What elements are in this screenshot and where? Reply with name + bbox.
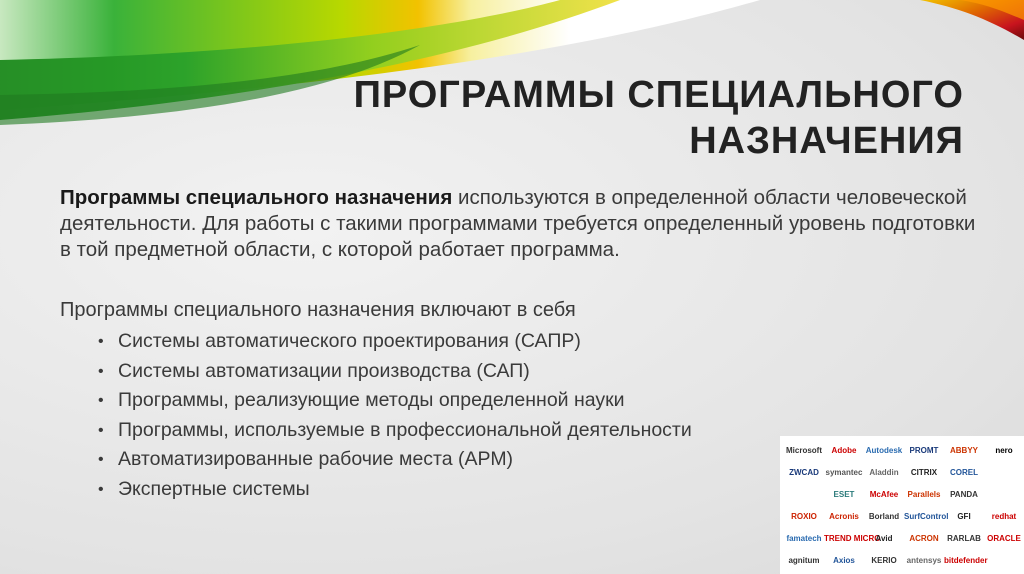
bullet-item: • Системы автоматизации производства (САП) (98, 357, 692, 387)
slide-title (264, 72, 964, 164)
brand-logo: COREL (950, 468, 978, 477)
brand-logo: ABBYY (949, 446, 978, 455)
paragraph-1-text: используются в определенной области человеческой деятельности. Для работы с такими программами требуется определенный уровень подготовки в той предметной области, с которой работает программа. (60, 186, 976, 261)
brand-logo: CITRIX (910, 468, 938, 477)
brand-logo: Borland (868, 512, 900, 521)
brand-logo: famatech (786, 534, 822, 543)
brand-logo: McAfee (869, 490, 899, 499)
brand-logo: Axios (833, 556, 855, 565)
brand-logo: RARLAB (947, 534, 981, 543)
brand-logo: ZWCAD (789, 468, 819, 477)
brand-logo: Avid (875, 534, 893, 543)
software-logos-image (780, 436, 1024, 574)
bullet-item: • Программы, используемые в профессиональной деятельности (98, 416, 692, 446)
brand-logo: GFI (957, 512, 971, 521)
brand-logo (984, 462, 1024, 484)
brand-logo: Parallels (907, 490, 941, 499)
brand-logo: Autodesk (865, 446, 903, 455)
bullet-list (98, 327, 692, 504)
title-line-2: НАЗНАЧЕНИЯ (689, 120, 964, 162)
paragraph-2: Программы специального назначения включают в себя (60, 299, 576, 321)
brand-logo: Microsoft (786, 446, 822, 455)
brand-logo: ACRON (909, 534, 939, 543)
brand-logo: ORACLE (987, 534, 1021, 543)
brand-logo: SurfControl (904, 512, 949, 521)
paragraph-1 (60, 185, 980, 263)
brand-logo: KERIO (871, 556, 897, 565)
brand-logo: bitdefender (944, 556, 988, 565)
brand-logo: antensys (906, 556, 942, 565)
brand-logo (984, 550, 1024, 572)
brand-logo: symantec (825, 468, 863, 477)
brand-logo: ROXIO (791, 512, 817, 521)
brand-logo: Acronis (829, 512, 859, 521)
logo-grid (784, 440, 1024, 572)
bullet-item: • Системы автоматического проектирования (САПР) (98, 327, 692, 357)
brand-logo (784, 484, 824, 506)
brand-logo: ESET (833, 490, 855, 499)
brand-logo: PANDA (950, 490, 978, 499)
paragraph-1-bold: Программы специального назначения (60, 186, 453, 209)
brand-logo: nero (995, 446, 1013, 455)
brand-logo: redhat (991, 512, 1017, 521)
title-line-1: ПРОГРАММЫ СПЕЦИАЛЬНОГО (353, 74, 964, 116)
brand-logo: PROMT (909, 446, 939, 455)
bullet-item: • Автоматизированные рабочие места (АРМ) (98, 445, 692, 475)
brand-logo: TREND MICRO (824, 534, 881, 543)
brand-logo: Aladdin (869, 468, 899, 477)
brand-logo (984, 484, 1024, 506)
bullet-item: • Экспертные системы (98, 475, 692, 505)
brand-logo: Adobe (831, 446, 857, 455)
bullet-item: • Программы, реализующие методы определенной науки (98, 386, 692, 416)
brand-logo: agnitum (788, 556, 820, 565)
